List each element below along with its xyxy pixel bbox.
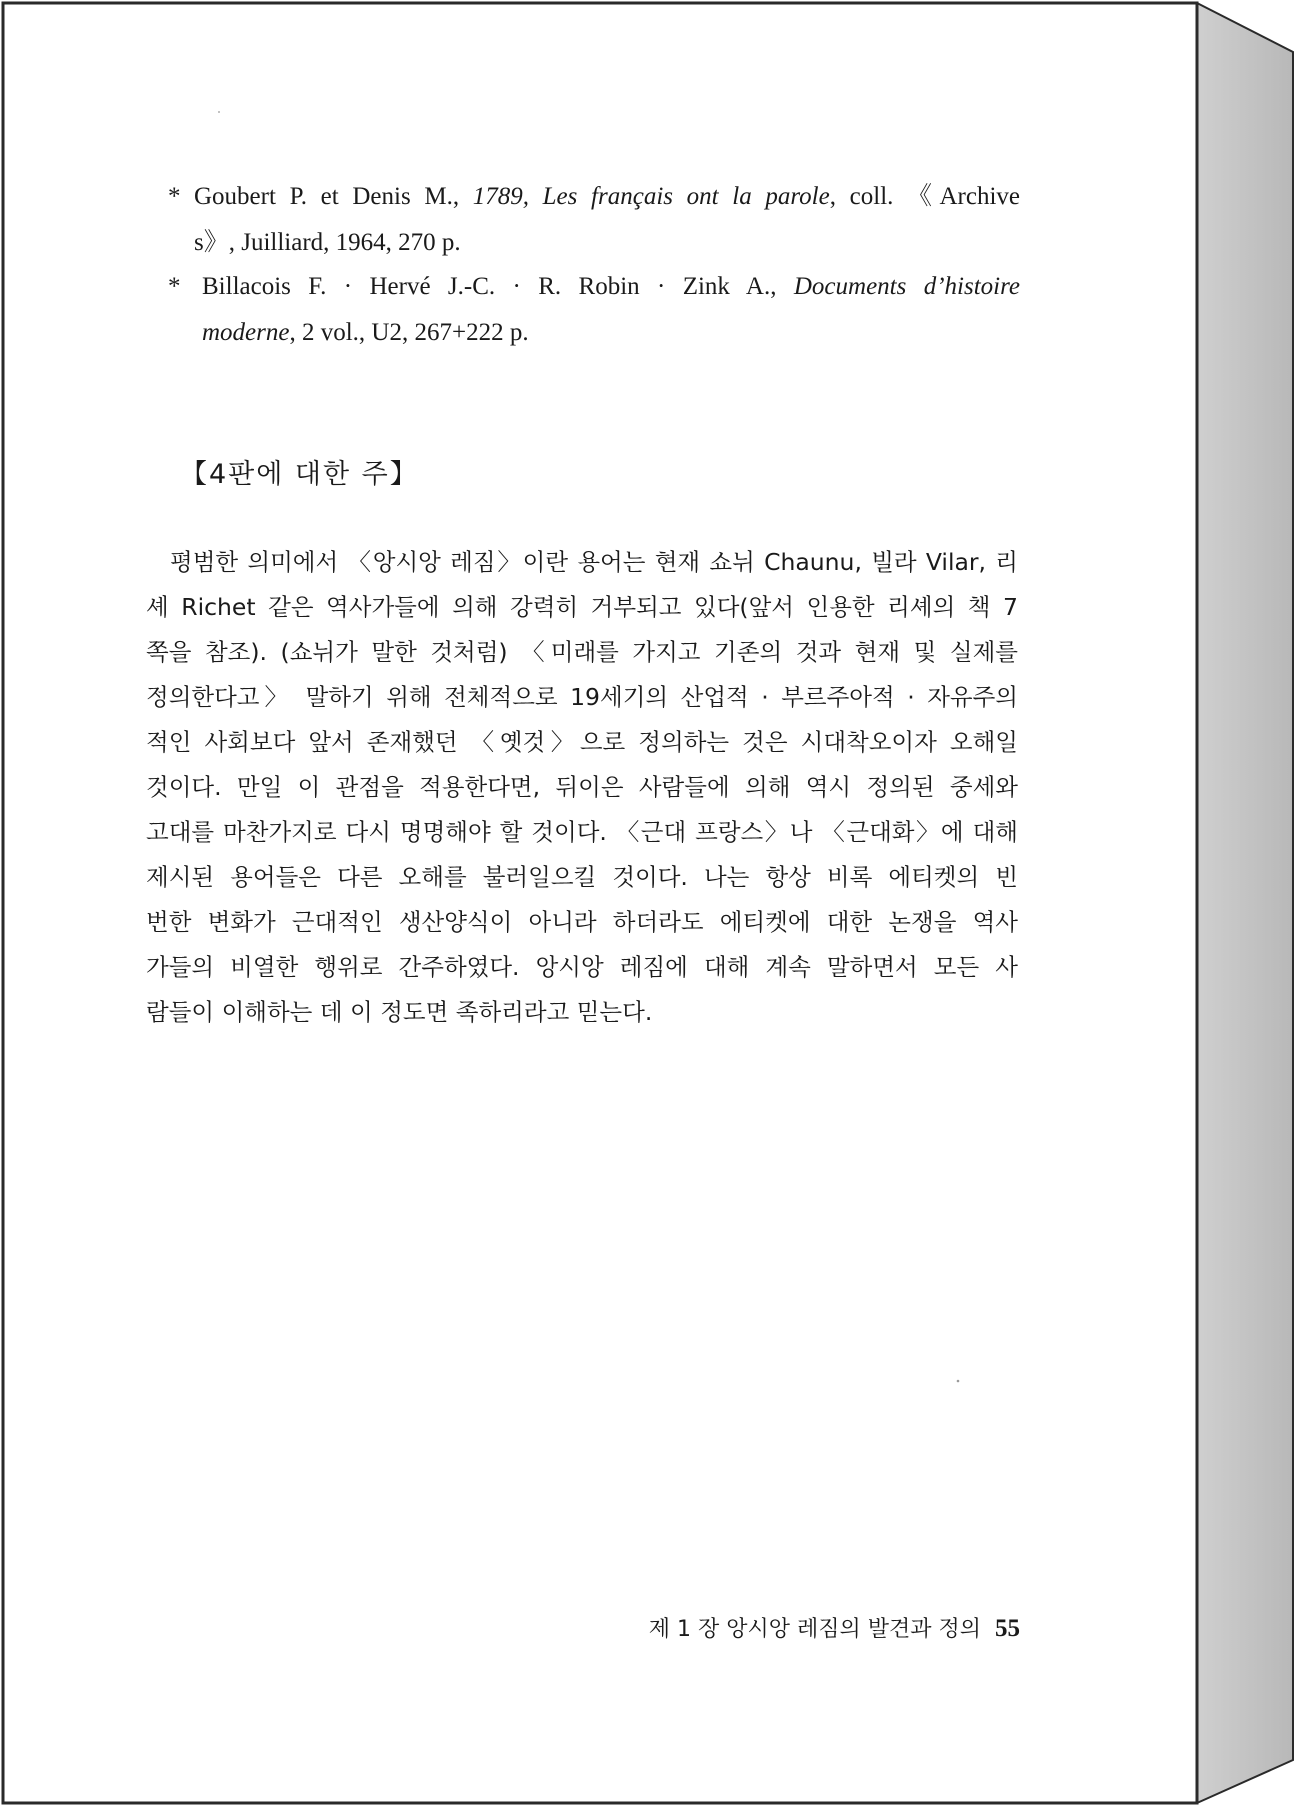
entry-line: Billacois F. · Hervé J.-C. · R. Robin · Zink A., Documents d’histoire (202, 273, 1020, 300)
section-title: 【4판에 대한 주】 (180, 459, 419, 490)
paragraph-line: 번한 변화가 근대적인 생산양식이 아니라 하더라도 에티켓에 대한 논쟁을 역사 (146, 908, 1018, 936)
paragraph-line: 람들이 이해하는 데 이 정도면 족하리라고 믿는다. (146, 998, 653, 1026)
entry-line: moderne, 2 vol., U2, 267+222 p. (202, 319, 529, 346)
paragraph-line: 가들의 비열한 행위로 간주하였다. 앙시앙 레짐에 대해 계속 말하면서 모든 사 (146, 953, 1018, 981)
paragraph-line: 쪽을 참조). (쇼뉘가 말한 것처럼) 〈미래를 가지고 기존의 것과 현재 및 실제를 (146, 638, 1018, 666)
entry-marker: * (168, 273, 181, 300)
paragraph-line: 셰 Richet 같은 역사가들에 의해 강력히 거부되고 있다(앞서 인용한 리셰의 책 7 (146, 593, 1018, 621)
entry-line: s》, Juilliard, 1964, 270 p. (194, 229, 461, 256)
entry-line: Goubert P. et Denis M., 1789, Les français ont la parole, coll. 《Archive (194, 183, 1020, 210)
paragraph-line: 적인 사회보다 앞서 존재했던 〈옛것〉으로 정의하는 것은 시대착오이자 오해일 (146, 728, 1018, 756)
book-edge (1197, 3, 1293, 1803)
paragraph-line: 평범한 의미에서 〈앙시앙 레짐〉이란 용어는 현재 쇼뉘 Chaunu, 빌라 Vilar, 리 (170, 548, 1018, 576)
paragraph-line: 고대를 마찬가지로 다시 명명해야 할 것이다. 〈근대 프랑스〉나 〈근대화〉에 대해 (146, 818, 1018, 846)
page-footer (624, 1612, 1020, 1643)
paragraph-line: 제시된 용어들은 다른 오해를 불러일으킬 것이다. 나는 항상 비록 에티켓의 빈 (146, 863, 1018, 891)
chapter-title: 제 1 장 앙시앙 레짐의 발견과 정의 (648, 1617, 981, 1642)
paragraph-line: 정의한다고〉 말하기 위해 전체적으로 19세기의 산업적 · 부르주아적 · 자유주의 (146, 683, 1018, 711)
page-number: 55 (995, 1615, 1020, 1642)
paragraph-line: 것이다. 만일 이 관점을 적용한다면, 뒤이은 사람들에 의해 역시 정의된 중세와 (146, 773, 1018, 801)
entry-marker: * (168, 183, 181, 210)
bibliography-entry (168, 264, 1020, 356)
bibliography-entry (168, 174, 1020, 266)
